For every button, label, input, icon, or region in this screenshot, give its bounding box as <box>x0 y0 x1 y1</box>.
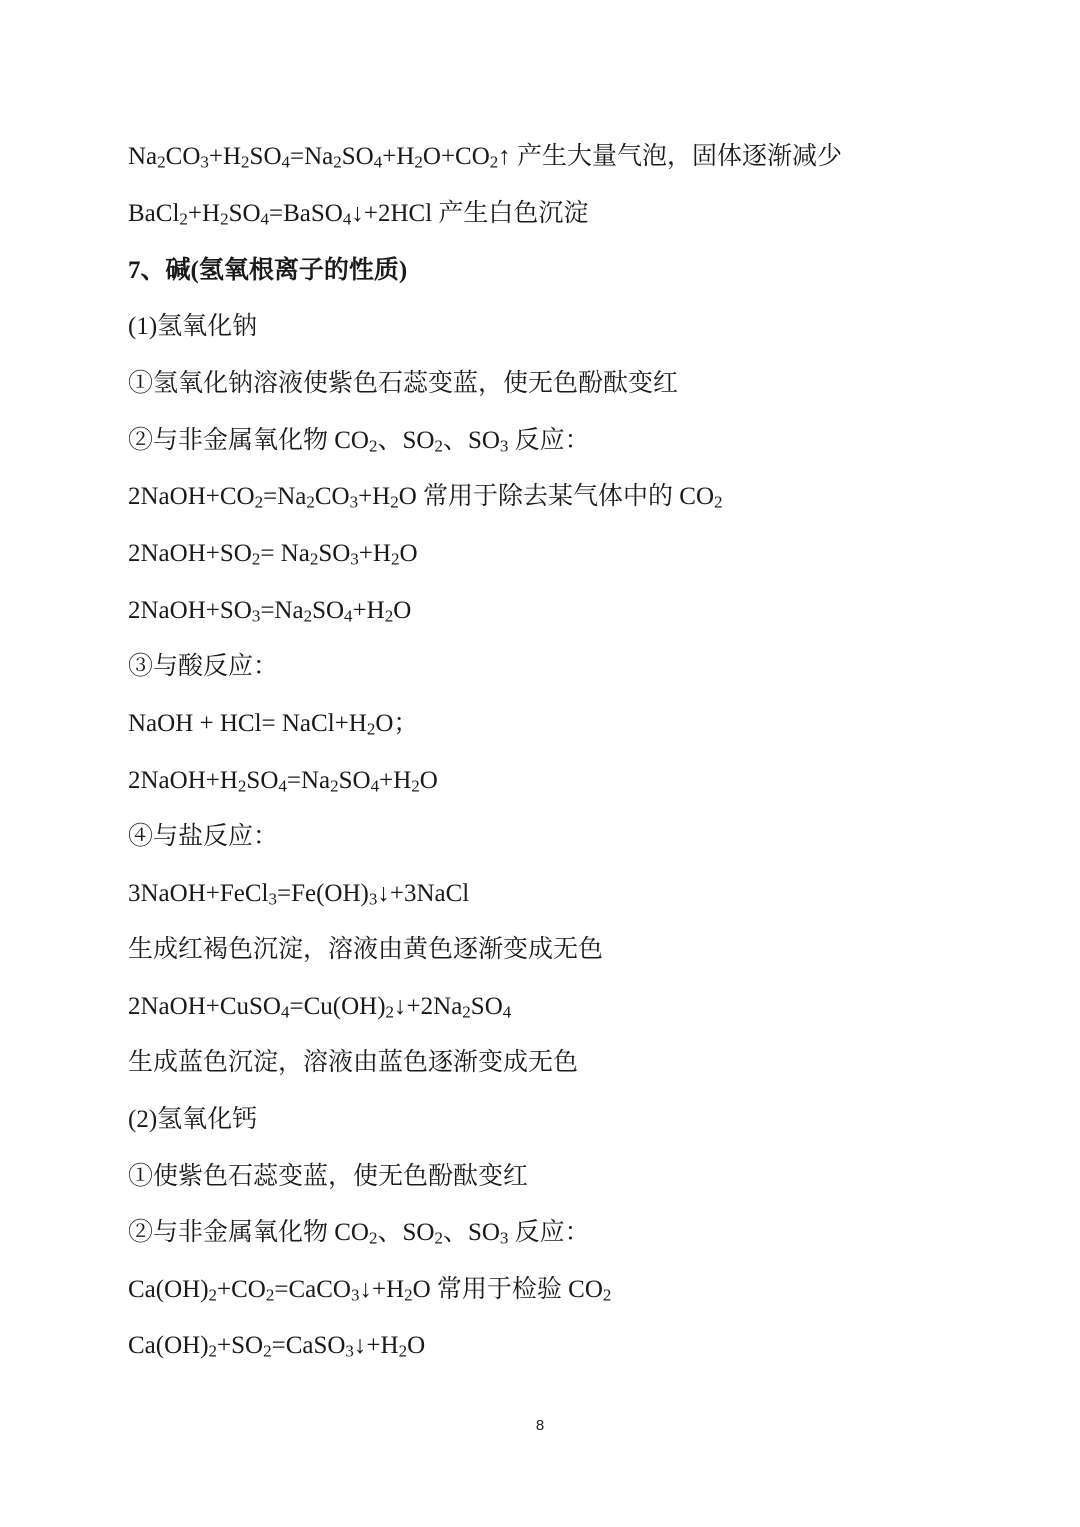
text-line: $BaCl_2+H_2SO_4=BaSO_4↓+2HCl$ 产生白色沉淀 <box>128 200 589 229</box>
section-heading: 7、碱(氢氧根离子的性质) <box>128 257 408 284</box>
equation-line: $Ca(OH)_2+CO_2=CaCO_3↓+H_2O$ 常用于检验 $CO_2$ <box>128 1276 612 1305</box>
text-line: ②与非金属氧化物 $CO_2$、$SO_2$、$SO_3$ 反应： <box>128 427 590 456</box>
equation-line: $3NaOH+FeCl_3=Fe(OH)_3↓+3NaCl$ <box>128 880 470 909</box>
text-line: 生成蓝色沉淀，溶液由蓝色逐渐变成无色 <box>128 1049 579 1076</box>
text-line: ①使紫色石蕊变蓝，使无色酚酞变红 <box>128 1163 529 1190</box>
text-line: 生成红褐色沉淀，溶液由黄色逐渐变成无色 <box>128 936 604 963</box>
equation-line: $Ca(OH)_2+SO_2=CaSO_3↓+H_2O$ <box>128 1332 426 1361</box>
text-line: ③与酸反应： <box>128 653 279 680</box>
subsection-heading: (2)氢氧化钙 <box>128 1106 258 1133</box>
page-number: 8 <box>535 1417 545 1434</box>
equation-line: $2NaOH+CuSO_4=Cu(OH)_2↓+2Na_2SO_4$ <box>128 993 512 1022</box>
text-line: ②与非金属氧化物 $CO_2$、$SO_2$、$SO_3$ 反应： <box>128 1219 590 1248</box>
equation-line: $2NaOH+CO_2=Na_2CO_3+H_2O$ 常用于除去某气体中的 $CO_2$ <box>128 483 723 512</box>
text-line: $Na_2CO_3+H_2SO_4=Na_2SO_4+H_2O+CO_2↑$ 产生大量气泡，固体逐渐减少 <box>128 143 843 172</box>
equation-line: $2NaOH+SO_3=Na_2SO_4+H_2O$ <box>128 597 412 626</box>
text-line: ④与盐反应： <box>128 823 279 850</box>
equation-line: $2NaOH+H_2SO_4=Na_2SO_4+H_2O$ <box>128 767 438 796</box>
subsection-heading: (1)氢氧化钠 <box>128 313 258 340</box>
equation-line: NaOH + $HCl= NaCl+H_2O$； <box>128 710 419 739</box>
equation-line: $2NaOH+SO_2= Na_2SO_3+H_2O$ <box>128 540 418 569</box>
text-line: ①氢氧化钠溶液使紫色石蕊变蓝，使无色酚酞变红 <box>128 370 679 397</box>
